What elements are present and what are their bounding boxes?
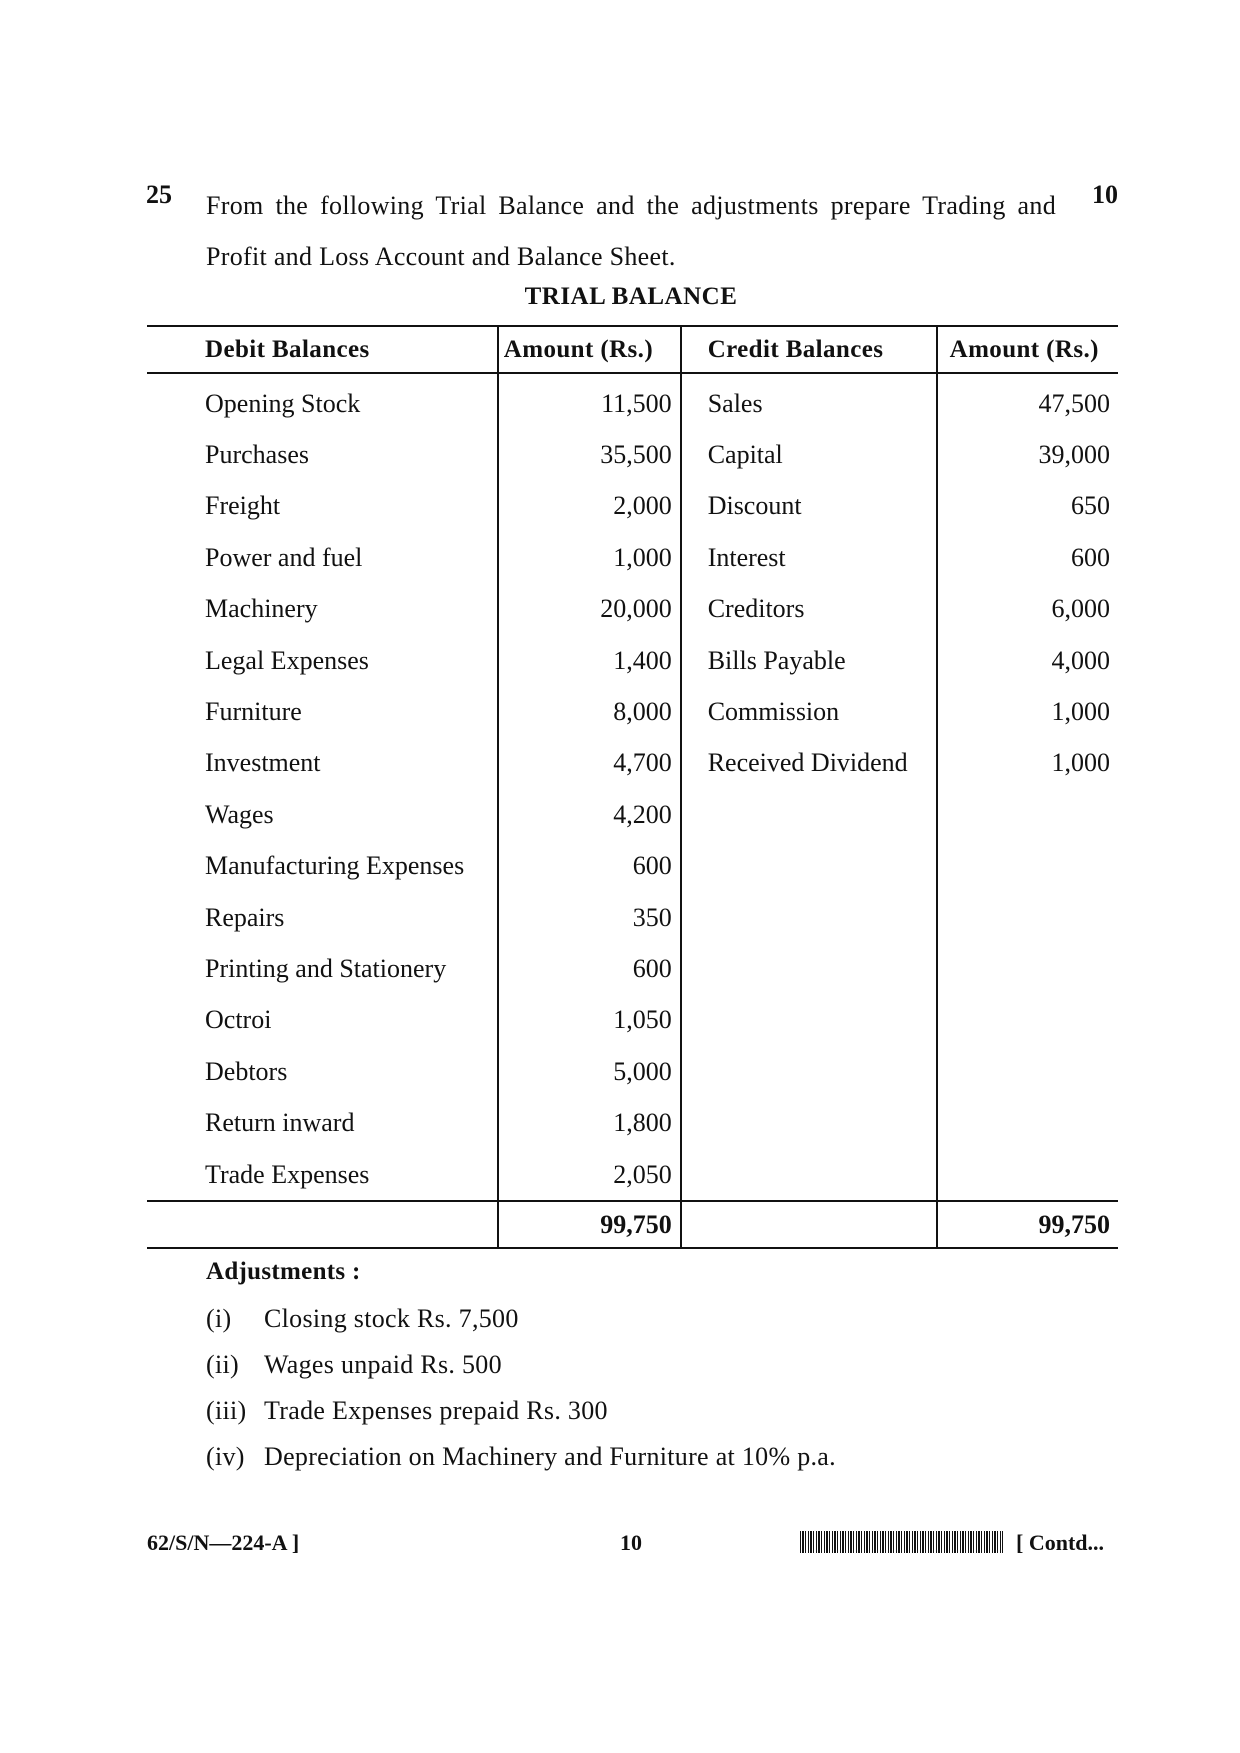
debit-amount-cell: 11,500	[498, 373, 681, 429]
table-row	[147, 1149, 1118, 1201]
credit-account-cell: Capital	[681, 429, 937, 480]
credit-account-cell	[681, 1046, 937, 1097]
debit-account-cell: Furniture	[205, 697, 302, 727]
debit-amount-cell: 20,000	[498, 584, 681, 635]
credit-amount-cell	[937, 1097, 1118, 1148]
credit-account-cell	[681, 841, 937, 892]
header-debit-amount: Amount (Rs.)	[498, 326, 681, 373]
table-row	[147, 532, 1118, 583]
question-marks: 10	[1092, 180, 1118, 209]
table-row	[147, 789, 1118, 840]
header-debit: Debit Balances	[205, 335, 370, 363]
table-header-row	[147, 326, 1118, 373]
adjustment-item	[206, 1304, 519, 1334]
debit-amount-cell: 1,800	[498, 1097, 681, 1148]
table-row	[147, 841, 1118, 892]
debit-account-cell: Printing and Stationery	[205, 953, 447, 983]
table-row	[147, 686, 1118, 737]
debit-amount-cell: 2,050	[498, 1149, 681, 1201]
adjustment-number: (iii)	[206, 1396, 247, 1425]
credit-account-cell: Creditors	[681, 584, 937, 635]
adjustment-text: Wages unpaid Rs. 500	[264, 1350, 502, 1379]
credit-amount-cell	[937, 789, 1118, 840]
credit-account-cell: Interest	[681, 532, 937, 583]
question-number: 25	[146, 180, 172, 209]
debit-account-cell: Machinery	[205, 594, 318, 624]
credit-account-cell	[681, 1097, 937, 1148]
credit-account-cell: Commission	[681, 686, 937, 737]
debit-account-cell: Wages	[205, 799, 274, 829]
table-row	[147, 892, 1118, 943]
debit-account-cell: Power and fuel	[205, 542, 363, 572]
credit-amount-cell: 600	[937, 532, 1118, 583]
adjustments-title: Adjustments :	[206, 1258, 361, 1285]
header-credit: Credit Balances	[681, 326, 937, 373]
debit-amount-cell: 600	[498, 841, 681, 892]
table-row	[147, 1046, 1118, 1097]
debit-account-cell: Purchases	[205, 440, 309, 470]
trial-balance-title: TRIAL BALANCE	[524, 283, 738, 310]
question-text: From the following Trial Balance and the adjustments prepare Trading and Profit and Loss Account and Balance Sheet.	[206, 191, 1056, 271]
totals-row	[147, 1201, 1118, 1248]
credit-amount-cell	[937, 892, 1118, 943]
adjustment-number: (i)	[206, 1304, 232, 1333]
credit-amount-cell: 39,000	[937, 429, 1118, 480]
credit-amount-cell	[937, 943, 1118, 994]
total-credit-amount: 99,750	[937, 1201, 1118, 1248]
paper-code: 62/S/N—224-A ]	[147, 1530, 300, 1555]
credit-amount-cell: 1,000	[937, 738, 1118, 789]
total-debit-amount: 99,750	[498, 1201, 681, 1248]
credit-account-cell	[681, 892, 937, 943]
table-row	[147, 584, 1118, 635]
credit-amount-cell: 6,000	[937, 584, 1118, 635]
credit-account-cell: Sales	[681, 373, 937, 429]
adjustment-text: Trade Expenses prepaid Rs. 300	[264, 1396, 608, 1425]
totals-debit-label	[147, 1201, 498, 1248]
credit-amount-cell: 650	[937, 481, 1118, 532]
credit-account-cell	[681, 789, 937, 840]
table-row	[147, 995, 1118, 1046]
debit-amount-cell: 35,500	[498, 429, 681, 480]
credit-amount-cell: 47,500	[937, 373, 1118, 429]
debit-account-cell: Opening Stock	[205, 388, 361, 418]
debit-amount-cell: 4,700	[498, 738, 681, 789]
debit-account-cell: Repairs	[205, 902, 285, 932]
debit-amount-cell: 1,400	[498, 635, 681, 686]
debit-amount-cell: 5,000	[498, 1046, 681, 1097]
page-number: 10	[620, 1530, 642, 1555]
credit-amount-cell	[937, 841, 1118, 892]
adjustment-text: Closing stock Rs. 7,500	[264, 1304, 519, 1333]
debit-amount-cell: 4,200	[498, 789, 681, 840]
debit-amount-cell: 600	[498, 943, 681, 994]
table-row	[147, 481, 1118, 532]
debit-account-cell: Freight	[205, 491, 281, 521]
barcode-icon	[800, 1531, 1003, 1553]
adjustment-number: (iv)	[206, 1442, 245, 1471]
debit-account-cell: Legal Expenses	[205, 645, 369, 675]
credit-account-cell	[681, 995, 937, 1046]
debit-amount-cell: 2,000	[498, 481, 681, 532]
debit-account-cell: Investment	[205, 748, 321, 778]
adjustment-item	[206, 1350, 502, 1380]
debit-amount-cell: 1,000	[498, 532, 681, 583]
credit-account-cell: Discount	[681, 481, 937, 532]
credit-account-cell: Bills Payable	[681, 635, 937, 686]
table-row	[147, 943, 1118, 994]
debit-amount-cell: 8,000	[498, 686, 681, 737]
header-credit-amount: Amount (Rs.)	[937, 326, 1118, 373]
credit-amount-cell	[937, 1046, 1118, 1097]
debit-account-cell: Debtors	[205, 1056, 288, 1086]
table-row	[147, 1097, 1118, 1148]
credit-amount-cell	[937, 1149, 1118, 1201]
debit-amount-cell: 350	[498, 892, 681, 943]
credit-account-cell: Received Dividend	[681, 738, 937, 789]
trial-balance-table	[147, 325, 1118, 1249]
adjustment-item	[206, 1442, 836, 1472]
credit-amount-cell: 4,000	[937, 635, 1118, 686]
table-row	[147, 373, 1118, 429]
credit-amount-cell: 1,000	[937, 686, 1118, 737]
totals-credit-label	[681, 1201, 937, 1248]
debit-account-cell: Manufacturing Expenses	[205, 851, 465, 881]
contd-label: [ Contd...	[1016, 1530, 1105, 1555]
table-row	[147, 738, 1118, 789]
adjustment-number: (ii)	[206, 1350, 239, 1379]
adjustment-item	[206, 1396, 608, 1426]
credit-amount-cell	[937, 995, 1118, 1046]
adjustment-text: Depreciation on Machinery and Furniture at 10% p.a.	[264, 1442, 836, 1471]
table-row	[147, 635, 1118, 686]
debit-account-cell: Return inward	[205, 1108, 355, 1138]
credit-account-cell	[681, 943, 937, 994]
credit-account-cell	[681, 1149, 937, 1201]
debit-account-cell: Trade Expenses	[205, 1159, 370, 1189]
debit-account-cell: Octroi	[205, 1005, 272, 1035]
debit-amount-cell: 1,050	[498, 995, 681, 1046]
table-row	[147, 429, 1118, 480]
